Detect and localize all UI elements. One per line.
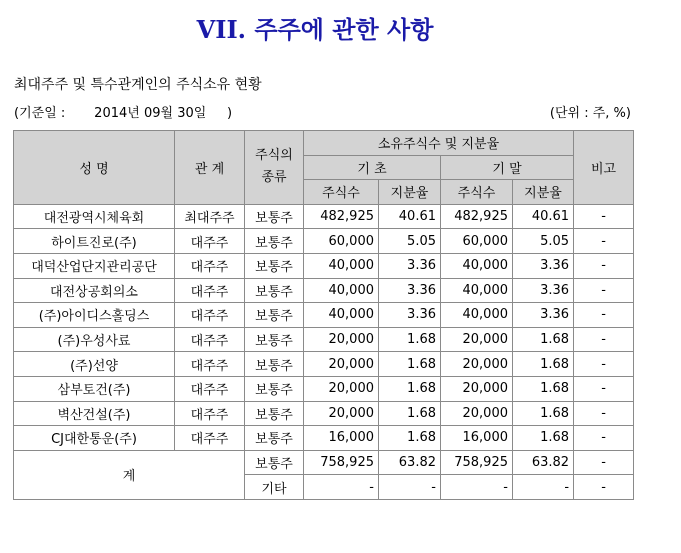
cell-type: 보통주 <box>245 401 304 426</box>
header-start-ratio: 지분율 <box>379 180 441 205</box>
cell-relation: 대주주 <box>175 426 245 451</box>
cell-type: 보통주 <box>245 278 304 303</box>
total-other-start-ratio: - <box>379 475 441 500</box>
cell-remarks: - <box>574 253 634 278</box>
cell-start-shares: 20,000 <box>304 352 379 377</box>
cell-name: (주)우성사료 <box>14 327 175 352</box>
cell-end-shares: 20,000 <box>441 327 513 352</box>
table-row <box>14 303 634 328</box>
header-stock-type: 주식의 종류 <box>245 131 304 205</box>
table-row <box>14 327 634 352</box>
cell-name: CJ대한통운(주) <box>14 426 175 451</box>
cell-type: 보통주 <box>245 204 304 229</box>
cell-start-ratio: 1.68 <box>379 327 441 352</box>
table-row <box>14 376 634 401</box>
cell-start-ratio: 5.05 <box>379 229 441 254</box>
table-row <box>14 401 634 426</box>
cell-start-ratio: 3.36 <box>379 278 441 303</box>
cell-type: 보통주 <box>245 376 304 401</box>
cell-name: (주)아이디스홀딩스 <box>14 303 175 328</box>
cell-end-ratio: 3.36 <box>513 278 574 303</box>
cell-remarks: - <box>574 278 634 303</box>
cell-remarks: - <box>574 303 634 328</box>
cell-start-ratio: 1.68 <box>379 352 441 377</box>
total-common-end-shares: 758,925 <box>441 450 513 475</box>
cell-end-shares: 482,925 <box>441 204 513 229</box>
page-title: VII. 주주에 관한 사항 <box>196 15 434 44</box>
unit-label: (단위 : 주, %) <box>549 106 631 121</box>
cell-relation: 대주주 <box>175 376 245 401</box>
cell-end-ratio: 40.61 <box>513 204 574 229</box>
cell-name: 대전광역시체육회 <box>14 204 175 229</box>
cell-end-shares: 60,000 <box>441 229 513 254</box>
cell-end-ratio: 1.68 <box>513 327 574 352</box>
total-row-common <box>14 450 634 475</box>
cell-start-shares: 20,000 <box>304 376 379 401</box>
cell-start-ratio: 1.68 <box>379 401 441 426</box>
total-common-remarks: - <box>574 450 634 475</box>
cell-name: 대전상공회의소 <box>14 278 175 303</box>
cell-start-shares: 40,000 <box>304 253 379 278</box>
cell-start-shares: 40,000 <box>304 278 379 303</box>
header-start: 기 초 <box>304 155 441 180</box>
cell-remarks: - <box>574 352 634 377</box>
cell-end-ratio: 1.68 <box>513 426 574 451</box>
cell-end-shares: 20,000 <box>441 401 513 426</box>
table-row <box>14 278 634 303</box>
cell-name: 벽산건설(주) <box>14 401 175 426</box>
total-common-start-shares: 758,925 <box>304 450 379 475</box>
cell-start-shares: 60,000 <box>304 229 379 254</box>
cell-start-ratio: 1.68 <box>379 376 441 401</box>
cell-start-ratio: 1.68 <box>379 426 441 451</box>
cell-relation: 대주주 <box>175 253 245 278</box>
cell-end-shares: 40,000 <box>441 278 513 303</box>
cell-start-ratio: 3.36 <box>379 253 441 278</box>
header-name: 성 명 <box>14 131 175 205</box>
cell-end-ratio: 3.36 <box>513 253 574 278</box>
total-other-end-ratio: - <box>513 475 574 500</box>
cell-name: 하이트진로(주) <box>14 229 175 254</box>
cell-start-shares: 20,000 <box>304 327 379 352</box>
cell-end-ratio: 1.68 <box>513 352 574 377</box>
cell-remarks: - <box>574 376 634 401</box>
cell-end-shares: 20,000 <box>441 352 513 377</box>
cell-remarks: - <box>574 204 634 229</box>
section-subtitle: 최대주주 및 특수관계인의 주식소유 현황 <box>14 77 262 93</box>
cell-start-shares: 482,925 <box>304 204 379 229</box>
cell-start-shares: 20,000 <box>304 401 379 426</box>
cell-relation: 대주주 <box>175 401 245 426</box>
cell-end-shares: 20,000 <box>441 376 513 401</box>
header-row-1 <box>14 131 634 156</box>
cell-relation: 대주주 <box>175 278 245 303</box>
cell-start-ratio: 3.36 <box>379 303 441 328</box>
cell-type: 보통주 <box>245 327 304 352</box>
total-common-end-ratio: 63.82 <box>513 450 574 475</box>
cell-end-ratio: 1.68 <box>513 376 574 401</box>
cell-end-ratio: 5.05 <box>513 229 574 254</box>
header-end-shares: 주식수 <box>441 180 513 205</box>
cell-remarks: - <box>574 426 634 451</box>
cell-type: 보통주 <box>245 229 304 254</box>
cell-name: 삼부토건(주) <box>14 376 175 401</box>
cell-end-ratio: 3.36 <box>513 303 574 328</box>
total-other-type: 기타 <box>245 475 304 500</box>
shareholder-table <box>13 130 634 500</box>
cell-relation: 대주주 <box>175 327 245 352</box>
cell-remarks: - <box>574 229 634 254</box>
cell-end-shares: 40,000 <box>441 253 513 278</box>
total-other-start-shares: - <box>304 475 379 500</box>
cell-type: 보통주 <box>245 303 304 328</box>
cell-type: 보통주 <box>245 253 304 278</box>
cell-start-shares: 40,000 <box>304 303 379 328</box>
total-other-end-shares: - <box>441 475 513 500</box>
header-remarks: 비고 <box>574 131 634 205</box>
table-row <box>14 229 634 254</box>
cell-end-ratio: 1.68 <box>513 401 574 426</box>
cell-type: 보통주 <box>245 426 304 451</box>
cell-remarks: - <box>574 327 634 352</box>
cell-name: (주)선양 <box>14 352 175 377</box>
header-relation: 관 계 <box>175 131 245 205</box>
total-common-start-ratio: 63.82 <box>379 450 441 475</box>
cell-type: 보통주 <box>245 352 304 377</box>
basis-date: (기준일 : 2014년 09월 30일 ) <box>14 106 233 121</box>
cell-start-shares: 16,000 <box>304 426 379 451</box>
cell-relation: 대주주 <box>175 303 245 328</box>
table-row <box>14 204 634 229</box>
cell-name: 대덕산업단지관리공단 <box>14 253 175 278</box>
cell-start-ratio: 40.61 <box>379 204 441 229</box>
total-label: 계 <box>14 450 245 499</box>
header-start-shares: 주식수 <box>304 180 379 205</box>
header-ownership: 소유주식수 및 지분율 <box>304 131 574 156</box>
table-row <box>14 352 634 377</box>
cell-end-shares: 40,000 <box>441 303 513 328</box>
table-row <box>14 253 634 278</box>
table-row <box>14 426 634 451</box>
total-other-remarks: - <box>574 475 634 500</box>
header-end: 기 말 <box>441 155 574 180</box>
cell-relation: 최대주주 <box>175 204 245 229</box>
header-end-ratio: 지분율 <box>513 180 574 205</box>
cell-relation: 대주주 <box>175 352 245 377</box>
cell-remarks: - <box>574 401 634 426</box>
cell-relation: 대주주 <box>175 229 245 254</box>
cell-end-shares: 16,000 <box>441 426 513 451</box>
total-common-type: 보통주 <box>245 450 304 475</box>
